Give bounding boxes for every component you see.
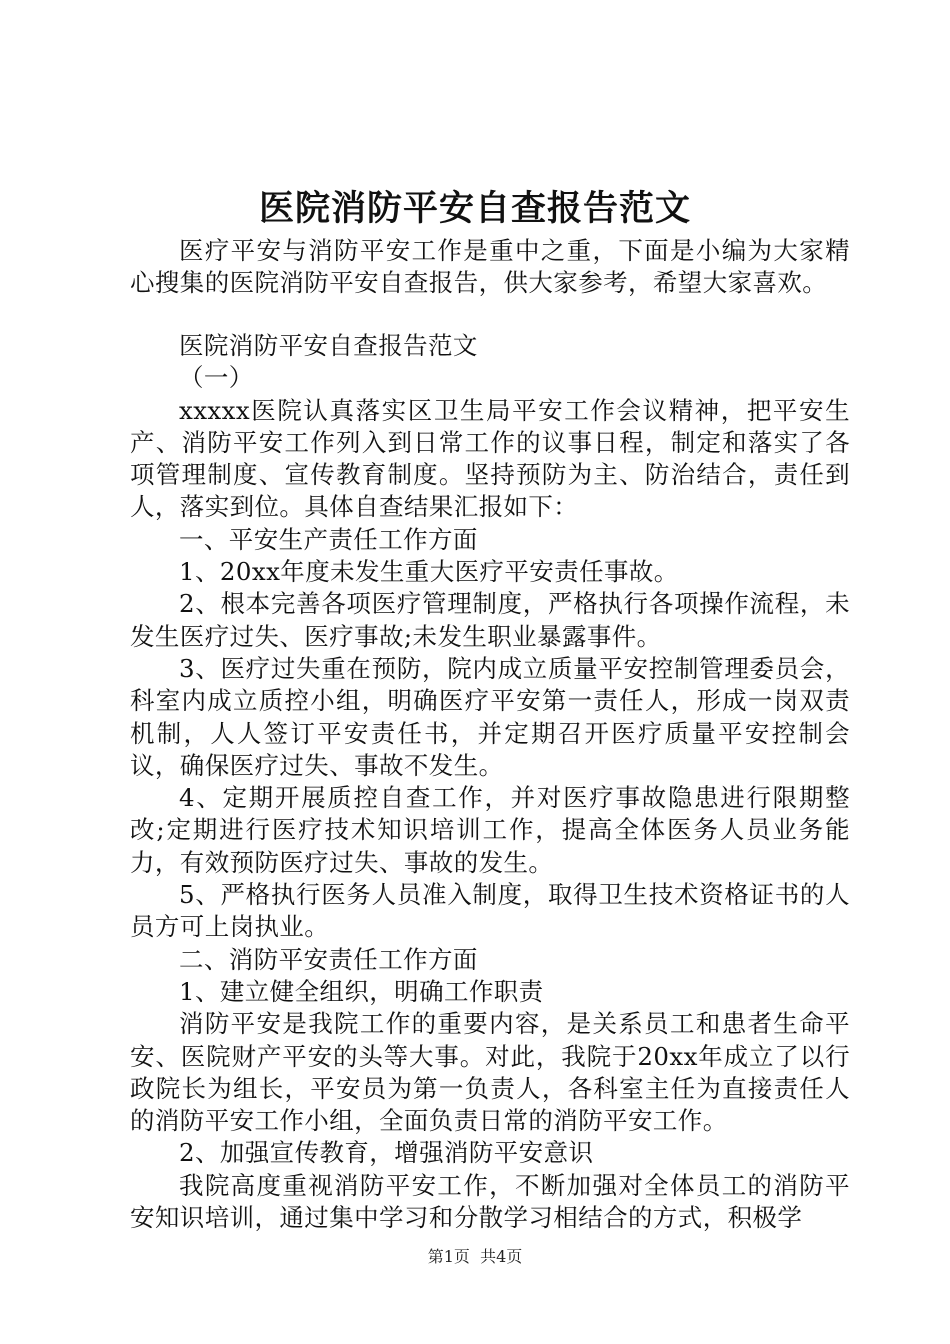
body-paragraph: 我院高度重视消防平安工作，不断加强对全体员工的消防平安知识培训，通过集中学习和分散学习相结合的方式，积极学 <box>130 1170 850 1233</box>
list-item: 3、医疗过失重在预防，院内成立质量平安控制管理委员会，科室内成立质控小组，明确医疗平安第一责任人，形成一岗双责机制，人人签订平安责任书，并定期召开医疗质量平安控制会议，确保医疗过失、事故不发生。 <box>130 653 850 780</box>
section-heading: 医院消防平安自查报告范文 <box>179 331 478 360</box>
subsection-heading: 二、消防平安责任工作方面 <box>179 944 478 974</box>
list-item: 4、定期开展质控自查工作，并对医疗事故隐患进行限期整改;定期进行医疗技术知识培训工作，提高全体医务人员业务能力，有效预防医疗过失、事故的发生。 <box>130 783 850 877</box>
body-paragraph: xxxxx医院认真落实区卫生局平安工作会议精神，把平安生产、消防平安工作列入到日常工作的议事日程，制定和落实了各项管理制度、宣传教育制度。坚持预防为主、防治结合，责任到人，落实到位。具体自查结果汇报如下： <box>130 395 850 522</box>
page-footer: 第1页 共4页 <box>427 1247 523 1266</box>
list-item: 2、根本完善各项医疗管理制度，严格执行各项操作流程，未发生医疗过失、医疗事故;未发生职业暴露事件。 <box>130 589 850 651</box>
part-number: （一） <box>179 363 254 393</box>
body-section <box>130 330 850 1234</box>
document-title: 医院消防平安自查报告范文 <box>258 188 691 229</box>
list-item: 5、严格执行医务人员准入制度，取得卫生技术资格证书的人员方可上岗执业。 <box>130 880 850 942</box>
list-item: 1、建立健全组织，明确工作职责 <box>179 976 544 1006</box>
list-item: 1、20xx年度未发生重大医疗平安责任事故。 <box>179 557 679 587</box>
intro-section <box>130 235 850 300</box>
list-item: 2、加强宣传教育，增强消防平安意识 <box>179 1138 594 1168</box>
intro-paragraph: 医疗平安与消防平安工作是重中之重，下面是小编为大家精心搜集的医院消防平安自查报告，供大家参考，希望大家喜欢。 <box>130 236 850 298</box>
subsection-heading: 一、平安生产责任工作方面 <box>179 524 478 554</box>
body-paragraph: 消防平安是我院工作的重要内容，是关系员工和患者生命平安、医院财产平安的头等大事。对此，我院于20xx年成立了以行政院长为组长，平安员为第一负责人，各科室主任为直接责任人的消防平安工作小组，全面负责日常的消防平安工作。 <box>130 1009 850 1136</box>
